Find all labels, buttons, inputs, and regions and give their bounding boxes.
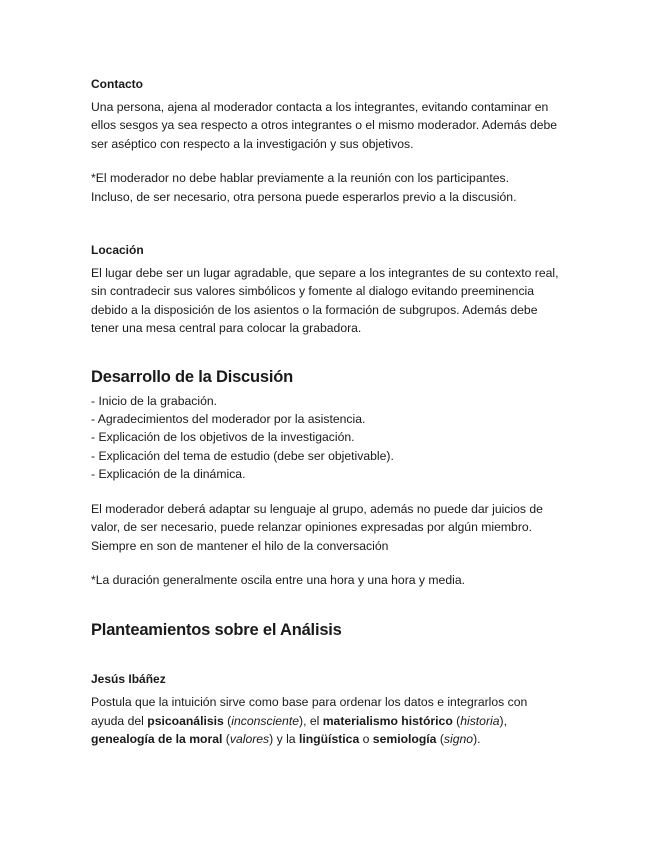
desarrollo-heading: Desarrollo de la Discusión (91, 367, 294, 386)
text-line: sin contradecir sus valores simbólicos y fomente al dialogo evitando preeminencia (91, 284, 535, 299)
jesus-ibanez-heading: Jesús Ibáñez (91, 672, 166, 687)
contacto-paragraph (91, 98, 571, 153)
section-contacto (91, 76, 571, 206)
text-run: ( (436, 732, 444, 747)
text-line: El lugar debe ser un lugar agradable, que separe a los integrantes de su contexto real, (91, 266, 559, 281)
section-planteamientos (91, 619, 571, 748)
term-valores: valores (229, 732, 270, 747)
text-run: ( (452, 713, 461, 728)
term-inconsciente: inconsciente (231, 713, 300, 728)
term-semiologia: semiología (372, 732, 437, 747)
term-genealogia-moral: genealogía de la moral (91, 732, 223, 747)
term-materialismo-historico: materialismo histórico (322, 713, 453, 728)
planteamientos-paragraph (91, 693, 571, 748)
desarrollo-list (91, 392, 571, 484)
list-item: - Explicación de la dinámica. (91, 467, 246, 482)
text-line: Siempre en son de mantener el hilo de la conversación (91, 538, 389, 553)
term-psicoanalisis: psicoanálisis (147, 713, 224, 728)
text-line: *El moderador no debe hablar previamente a la reunión con los participantes. (91, 171, 510, 186)
desarrollo-note: *La duración generalmente oscila entre una hora y una hora y media. (91, 572, 465, 587)
planteamientos-heading: Planteamientos sobre el Análisis (91, 621, 342, 640)
list-item: - Explicación de los objetivos de la investigación. (91, 430, 355, 445)
text-line: ser aséptico con respecto a la investigación y sus objetivos. (91, 136, 414, 151)
document-page (91, 76, 571, 749)
text-run: o (359, 732, 373, 747)
contacto-heading: Contacto (91, 77, 143, 91)
text-run: ), el (299, 713, 323, 728)
text-line: Una persona, ajena al moderador contacta a los integrantes, evitando contaminar en (91, 100, 549, 114)
text-run: ). (473, 732, 481, 747)
text-run: ) y la (269, 732, 299, 747)
term-linguistica: lingüística (298, 732, 360, 747)
text-line: tener una mesa central para colocar la grabadora. (91, 321, 362, 336)
text-run: ), (499, 713, 507, 728)
text-line: Incluso, de ser necesario, otra persona puede esperarlos previo a la discusión. (91, 189, 517, 204)
text-run: ( (223, 713, 232, 728)
section-desarrollo (91, 366, 571, 590)
text-line: Postula que la intuición sirve como base para ordenar los datos e integrarlos con (91, 695, 528, 710)
contacto-note (91, 169, 571, 206)
text-run: ayuda del (91, 713, 148, 728)
section-locacion (91, 242, 571, 338)
text-line: valor, de ser necesario, puede relanzar opiniones expresadas por algún miembro. (91, 520, 533, 535)
locacion-paragraph (91, 264, 571, 338)
term-historia: historia (460, 713, 500, 728)
text-line: El moderador deberá adaptar su lenguaje al grupo, además no puede dar juicios de (91, 501, 543, 516)
locacion-heading: Locación (91, 243, 144, 258)
desarrollo-paragraph (91, 500, 571, 555)
text-run: ( (222, 732, 230, 747)
text-line: debido a la disposición de los asientos o la formación de subgrupos. Además debe (91, 302, 538, 317)
list-item: - Explicación del tema de estudio (debe ser objetivable). (91, 448, 394, 463)
text-line: ellos sesgos ya sea respecto a otros integrantes o el mismo moderador. Además debe (91, 118, 558, 133)
list-item: - Agradecimientos del moderador por la asistencia. (91, 412, 366, 427)
term-signo: signo (443, 732, 474, 747)
list-item: - Inicio de la grabación. (91, 393, 218, 408)
